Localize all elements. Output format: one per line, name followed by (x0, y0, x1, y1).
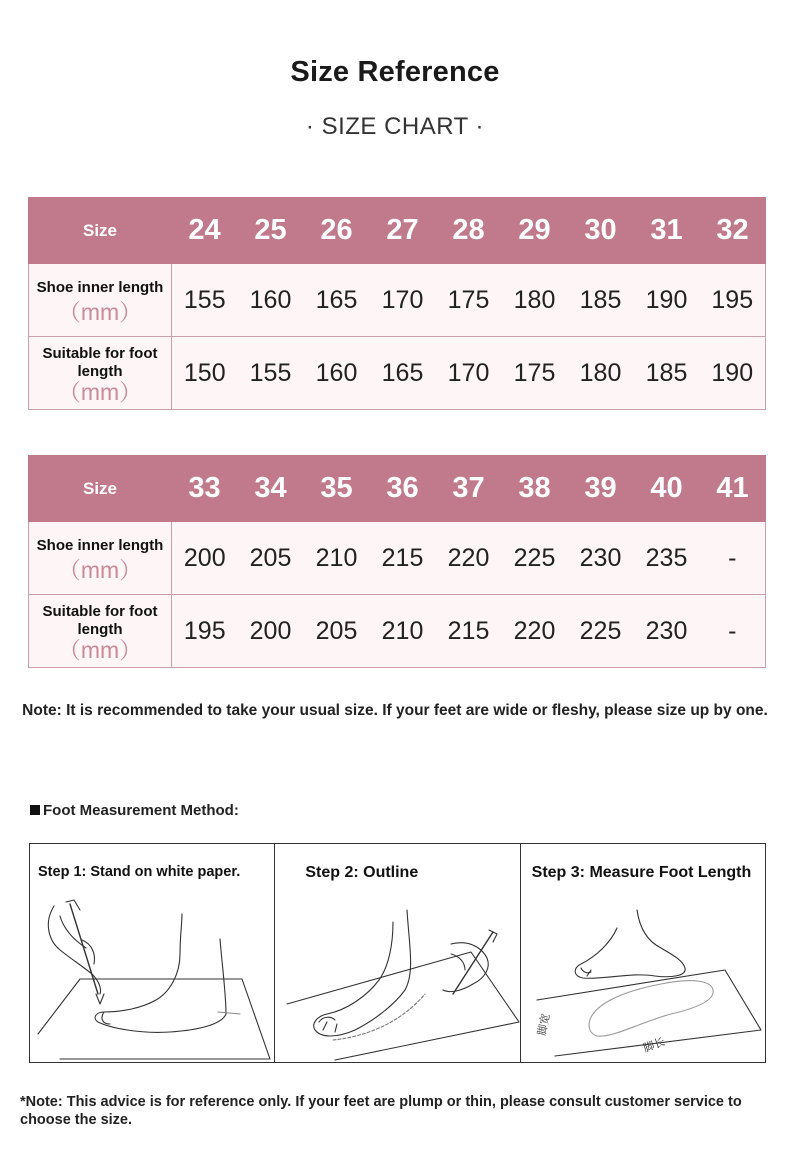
value-cell: 220 (436, 522, 502, 595)
step-1-caption: Step 1: Stand on white paper. (38, 864, 241, 880)
inner-length-row (29, 522, 766, 595)
size-header-row (29, 198, 766, 264)
foot-length-row (29, 595, 766, 668)
row-unit: （mm） (57, 557, 143, 583)
size-label: Size (29, 456, 172, 522)
row-label: Suitable for foot length (42, 603, 158, 638)
value-cell: 200 (172, 522, 238, 595)
square-bullet-icon (30, 805, 40, 815)
size-cell: 41 (700, 456, 766, 522)
value-cell: 220 (502, 595, 568, 668)
value-cell: 215 (370, 522, 436, 595)
row-unit: （mm） (57, 637, 143, 663)
value-cell: 165 (370, 337, 436, 410)
value-cell: 185 (634, 337, 700, 410)
row-label-cell (29, 595, 172, 668)
step-2-panel (275, 844, 520, 1062)
row-unit: （mm） (57, 299, 143, 325)
size-cell: 26 (304, 198, 370, 264)
value-cell: 205 (238, 522, 304, 595)
size-cell: 28 (436, 198, 502, 264)
length-label: 脚长 (641, 1035, 667, 1055)
size-cell: 33 (172, 456, 238, 522)
value-cell: 185 (568, 264, 634, 337)
step-3-panel (521, 844, 765, 1062)
row-unit: （mm） (57, 379, 143, 405)
row-label-cell (29, 264, 172, 337)
size-cell: 37 (436, 456, 502, 522)
method-heading-text: Foot Measurement Method: (43, 802, 239, 819)
step-1-illustration (30, 844, 275, 1062)
row-label-cell (29, 337, 172, 410)
size-table-2 (28, 455, 766, 668)
step-2-caption: Step 2: Outline (305, 864, 419, 881)
value-cell: 155 (172, 264, 238, 337)
value-cell: 205 (304, 595, 370, 668)
pencil-icon (453, 932, 493, 994)
size-cell: 31 (634, 198, 700, 264)
value-cell: 200 (238, 595, 304, 668)
size-cell: 34 (238, 456, 304, 522)
size-cell: 35 (304, 456, 370, 522)
value-cell: 195 (172, 595, 238, 668)
page-title: Size Reference (290, 56, 500, 88)
paper-sheet (38, 979, 270, 1059)
value-cell: 180 (568, 337, 634, 410)
value-cell: 160 (238, 264, 304, 337)
size-cell: 38 (502, 456, 568, 522)
value-cell: 190 (700, 337, 766, 410)
step-3-caption: Step 3: Measure Foot Length (531, 864, 752, 881)
value-cell: 155 (238, 337, 304, 410)
row-label: Suitable for foot length (42, 345, 158, 380)
size-cell: 32 (700, 198, 766, 264)
step-2-illustration (275, 844, 520, 1062)
foot-length-row (29, 337, 766, 410)
value-cell: 225 (568, 595, 634, 668)
value-cell: 195 (700, 264, 766, 337)
size-header-row (29, 456, 766, 522)
value-cell: 175 (502, 337, 568, 410)
size-cell: 27 (370, 198, 436, 264)
value-cell: 190 (634, 264, 700, 337)
value-cell: 150 (172, 337, 238, 410)
row-label: Shoe inner length (36, 279, 164, 296)
value-cell: 170 (436, 337, 502, 410)
row-label-cell (29, 522, 172, 595)
inner-length-row (29, 264, 766, 337)
value-cell: 180 (502, 264, 568, 337)
value-cell: - (700, 595, 766, 668)
size-note: Note: It is recommended to take your usual size. If your feet are wide or fleshy, please size up by one. (22, 702, 768, 719)
size-cell: 39 (568, 456, 634, 522)
value-cell: 215 (436, 595, 502, 668)
value-cell: 230 (568, 522, 634, 595)
size-cell: 40 (634, 456, 700, 522)
value-cell: 165 (304, 264, 370, 337)
step-1-panel (30, 844, 275, 1062)
size-cell: 24 (172, 198, 238, 264)
size-cell: 25 (238, 198, 304, 264)
value-cell: 230 (634, 595, 700, 668)
pencil-icon (70, 904, 98, 994)
value-cell: 235 (634, 522, 700, 595)
size-label: Size (29, 198, 172, 264)
value-cell: 160 (304, 337, 370, 410)
size-cell: 30 (568, 198, 634, 264)
value-cell: 210 (304, 522, 370, 595)
page-subtitle: · SIZE CHART · (305, 113, 485, 140)
foot-icon (575, 910, 685, 978)
size-table-1 (28, 197, 766, 410)
method-heading (30, 802, 239, 819)
width-label: 脚宽 (534, 1012, 553, 1037)
standing-foot-outline (95, 939, 226, 1032)
footnote: *Note: This advice is for reference only. If your feet are plump or thin, please consult customer service to choose the size. (20, 1094, 742, 1128)
size-cell: 29 (502, 198, 568, 264)
value-cell: 170 (370, 264, 436, 337)
measurement-steps (29, 843, 766, 1063)
value-cell: 175 (436, 264, 502, 337)
size-cell: 36 (370, 456, 436, 522)
value-cell: - (700, 522, 766, 595)
step-3-illustration (521, 844, 765, 1062)
row-label: Shoe inner length (36, 537, 164, 554)
value-cell: 225 (502, 522, 568, 595)
value-cell: 210 (370, 595, 436, 668)
paper-sheet (287, 952, 519, 1060)
